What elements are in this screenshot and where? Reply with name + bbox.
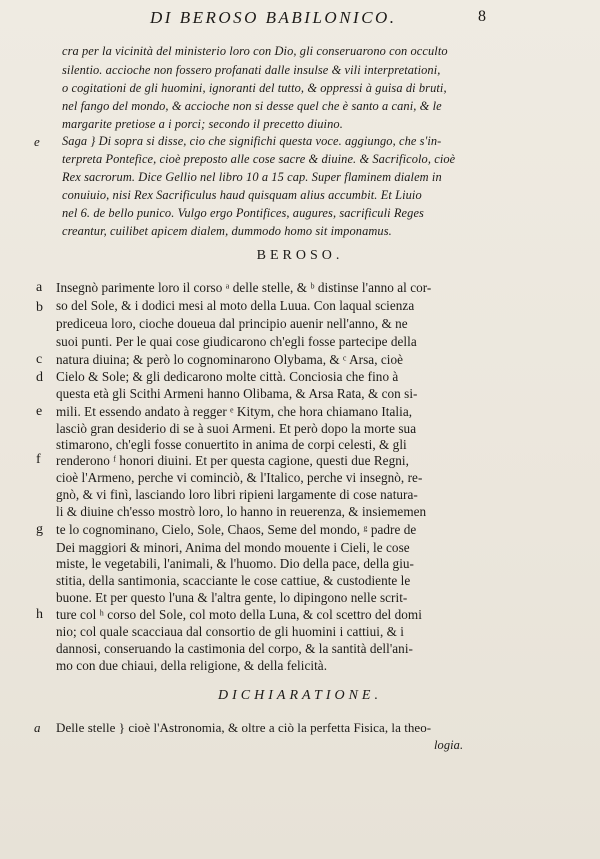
declaration-heading: DICHIARATIONE.: [218, 688, 382, 703]
note-line: terpreta Pontefice, cioè preposto alle cose sacre & diuine. & Sacrificolo, cioè: [62, 152, 456, 166]
text-line: gnò, & vi finì, lasciando loro libri ripieni largamente di cose natura-: [56, 487, 418, 502]
section-heading: BEROSO.: [256, 248, 344, 263]
text-line: natura diuina; & però lo cognominarono Olybama, & ᶜ Arsa, cioè: [56, 352, 404, 367]
margin-letter: a: [36, 280, 43, 295]
text-line: dannosi, conseruando la castimonia del corpo, & la santità dell'ani-: [56, 641, 413, 656]
text-line: questa età gli Scithi Armeni hanno Olibama, & Arsa Rata, & con si-: [56, 386, 418, 401]
margin-letter: f: [36, 452, 41, 467]
text-line: stimarono, ch'egli fosse conuertito in anima de corpi celesti, & gli: [56, 437, 407, 452]
running-head: DI BEROSO BABILONICO.: [150, 8, 397, 27]
declaration-line: Delle stelle } cioè l'Astronomia, & oltre a ciò la perfetta Fisica, la theo-: [56, 720, 432, 735]
text-line: mo con due chiaui, della religione, & della felicità.: [56, 658, 328, 673]
text-line: so del Sole, & i dodici mesi al moto della Luua. Con laqual scienza: [56, 298, 415, 313]
margin-letter: e: [36, 404, 43, 419]
text-line: Dei maggiori & minori, Anima del mondo mouente i Cieli, le cose: [56, 540, 410, 555]
note-line: creantur, cuilibet apicem dialem, dummodo homo sit imponamus.: [62, 224, 392, 238]
page-header: [0, 6, 600, 32]
text-line: te lo cognominano, Cielo, Sole, Chaos, Seme del mondo, ᵍ padre de: [56, 522, 417, 537]
margin-letter: c: [36, 352, 43, 367]
note-line: nel fango del mondo, & accioche non si desse quel che è santo a cani, & le: [62, 99, 442, 113]
margin-letter: g: [36, 522, 43, 537]
margin-letter: h: [36, 607, 43, 622]
page-number: 8: [478, 8, 486, 25]
text-line: Cielo & Sole; & gli dedicarono molte città. Conciosia che fino à: [56, 369, 399, 384]
note-line: nel 6. de bello punico. Vulgo ergo Pontifices, augures, sacrificuli Reges: [62, 206, 424, 220]
note-line: cra per la vicinità del ministerio loro con Dio, gli conseruarono con occulto: [62, 44, 448, 58]
text-line: Insegnò parimente loro il corso ᵃ delle stelle, & ᵇ distinse l'anno al cor-: [56, 280, 432, 295]
note-line: Saga } Di sopra si disse, cio che significhi questa voce. aggiungo, che s'in-: [62, 134, 442, 148]
declaration-line: logia.: [434, 738, 464, 752]
text-line: renderono ᶠ honori diuini. Et per questa cagione, questi due Regni,: [56, 453, 409, 468]
margin-note-letter: e: [34, 134, 40, 149]
margin-letter: a: [34, 720, 41, 735]
margin-letter: d: [36, 370, 43, 385]
text-line: miste, le vegetabili, l'animali, & l'huomo. Dio della pace, della giu-: [56, 556, 414, 571]
note-line: Rex sacrorum. Dice Gellio nel libro 10 a 15 cap. Super flaminem dialem in: [62, 170, 442, 184]
text-line: mili. Et essendo andato à regger ᵉ Kitym, che hora chiamano Italia,: [56, 404, 413, 419]
text-line: prediceua loro, cioche doueua dal principio auenir nell'anno, & ne: [56, 316, 408, 331]
text-line: cioè l'Armeno, perche vi cominciò, & l'Italico, perche vi insegnò, re-: [56, 470, 423, 485]
text-line: lasciò gran desiderio di se à suoi Armeni. Et però dopo la morte sua: [56, 421, 417, 436]
note-line: silentio. accioche non fossero profanati dalle insulse & vili interpretationi,: [62, 63, 441, 77]
text-line: suoi punti. Per le quai cose giudicarono ch'egli fosse partecipe della: [56, 334, 417, 349]
text-line: buone. Et per questo l'una & l'altra gente, lo dipingono nelle scrit-: [56, 590, 408, 605]
text-line: li & diuine ch'esso mostrò loro, lo hanno in reuerenza, & insiememen: [56, 504, 427, 519]
text-line: stitia, della santimonia, scacciante le cose cattiue, & custodiente le: [56, 573, 411, 588]
text-line: ture col ʰ corso del Sole, col moto della Luna, & col scettro del domi: [56, 607, 422, 622]
text-line: nio; col quale scacciaua dal consortio de gli huomini i cattiui, & i: [56, 624, 405, 639]
note-line: conuiuio, nisi Rex Sacrificulus haud quisquam alius accumbit. Et Liuio: [62, 188, 422, 202]
margin-letter: b: [36, 300, 43, 315]
note-line: o cogitationi de gli huomini, ignoranti del tutto, & oppressi à guisa di bruti,: [62, 81, 447, 95]
note-line: margarite pretiose a i porci; secondo il precetto diuino.: [62, 117, 343, 131]
